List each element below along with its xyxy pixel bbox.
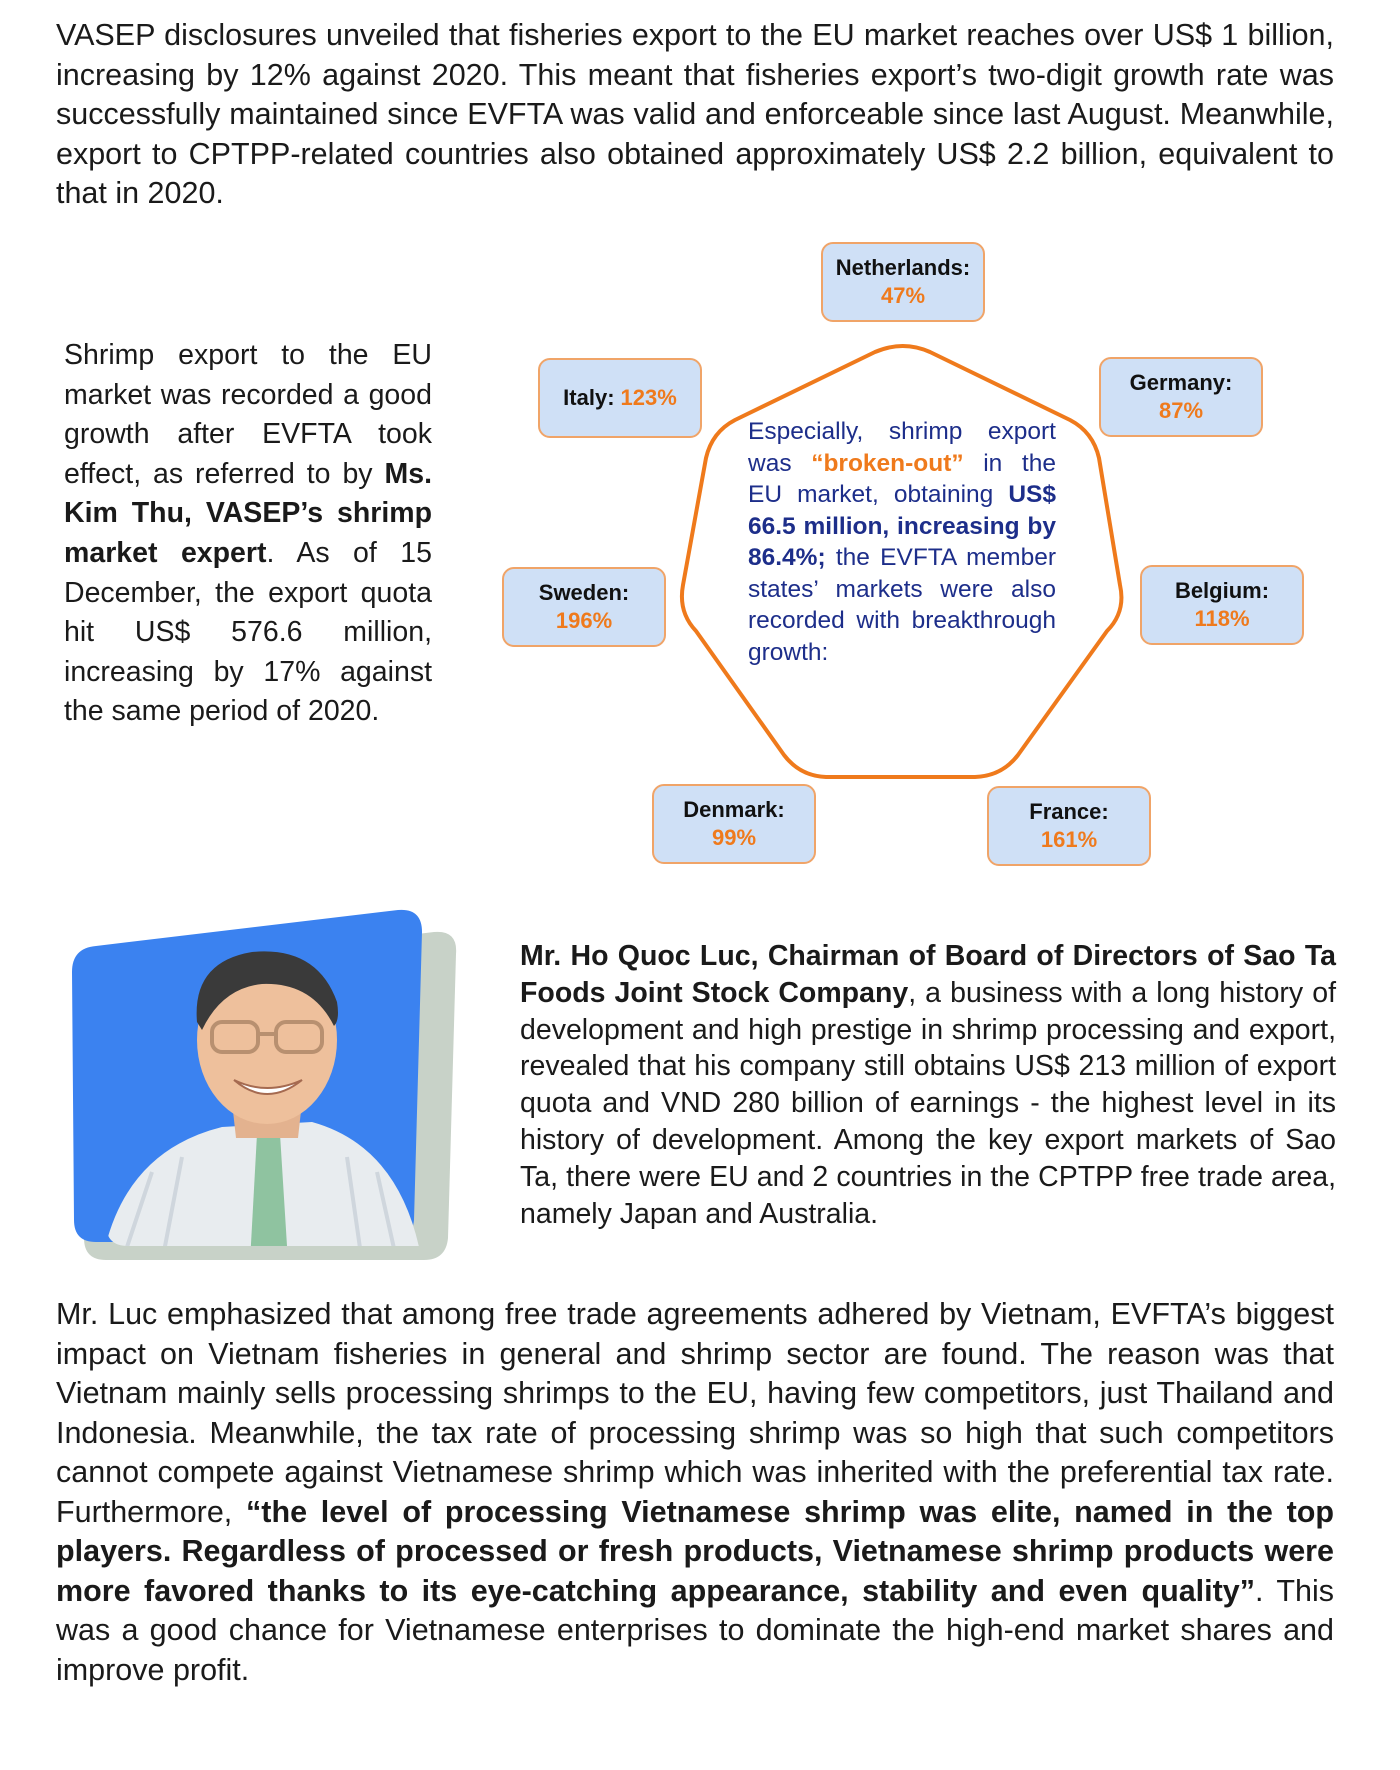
country-name: Belgium:	[1174, 578, 1270, 603]
portrait-illustration	[62, 902, 472, 1262]
center-text-part2: in the EU market, obtaining	[748, 449, 1056, 508]
chairman-text: , a business with a long history of development and high prestige in shrimp processing and export, revealed that his company still obtains US$ 213 million of export quota and VND 280 billion of earnings - the highest level in its history of development. Among the key export markets of Sao Ta, there were EU and 2 countries in the CPTPP free trade area, namely Japan and Australia.	[520, 976, 1336, 1230]
country-name: Denmark:	[683, 797, 785, 822]
chairman-paragraph	[520, 938, 1336, 1232]
country-growth: 99%	[711, 825, 757, 850]
diagram-center-text	[748, 416, 1056, 668]
shrimp-export-paragraph	[64, 336, 432, 732]
country-name: France:	[1029, 799, 1109, 824]
country-box-sweden	[502, 567, 666, 647]
country-name: Germany:	[1129, 370, 1233, 395]
portrait-photo	[62, 902, 472, 1262]
country-growth: 161%	[1040, 827, 1098, 852]
chairman-name: Mr. Ho Quoc Luc, Chairman of Board of Directors of Sao Ta Foods Joint Stock Company	[520, 940, 1336, 1009]
country-box-netherlands	[821, 242, 985, 322]
closing-quote: “the level of processing Vietnamese shrimp was elite, named in the top players. Regardless of processed or fresh products, Vietnamese shrimp products were more favored thanks to its eye-catching appearance, stability and even quality”	[56, 1494, 1334, 1608]
country-box-belgium	[1140, 565, 1304, 645]
intro-paragraph: VASEP disclosures unveiled that fisheries export to the EU market reaches over US$ 1 billion, increasing by 12% against 2020. This meant that fisheries export’s two-digit growth rate was successfully maintained since EVFTA was valid and enforceable since last August. Meanwhile, export to CPTPP-related countries also obtained approximately US$ 2.2 billion, equivalent to that in 2020.	[56, 18, 1334, 210]
country-box-france	[987, 786, 1151, 866]
center-text-part1: Especially, shrimp export was	[748, 418, 1056, 477]
shrimp-export-text-rest: . As of 15 December, the export quota hit US$ 576.6 million, increasing by 17% against the same period of 2020.	[64, 536, 432, 728]
center-text-figures: US$ 66.5 million, increasing by 86.4%;	[748, 481, 1056, 571]
country-growth: 123%	[620, 385, 677, 410]
country-name: Netherlands:	[835, 255, 971, 280]
country-growth: 87%	[1158, 398, 1204, 423]
country-growth: 118%	[1194, 606, 1250, 631]
closing-text-rest: . This was a good chance for Vietnamese enterprises to dominate the high-end market shares and improve profit.	[56, 1573, 1334, 1687]
closing-paragraph	[56, 1295, 1334, 1690]
shrimp-export-text: Shrimp export to the EU market was recorded a good growth after EVFTA took effect, as referred to by	[64, 339, 432, 490]
country-growth: 196%	[555, 608, 613, 633]
country-box-germany	[1099, 357, 1263, 437]
country-name: Italy:	[563, 385, 615, 410]
center-text-part3: the EVFTA member states’ markets were also recorded with breakthrough growth:	[748, 544, 1056, 666]
closing-text: Mr. Luc emphasized that among free trade agreements adhered by Vietnam, EVFTA’s biggest impact on Vietnam fisheries in general and shrimp sector are found. The reason was that Vietnam mainly sells processing shrimps to the EU, having few competitors, just Thailand and Indonesia. Meanwhile, the tax rate of processing shrimp was so high that such competitors cannot compete against Vietnamese shrimp which was inherited with the preferential tax rate. Furthermore,	[56, 1297, 1334, 1529]
country-box-denmark	[652, 784, 816, 864]
broken-out-highlight: “broken-out”	[811, 449, 964, 477]
country-growth: 47%	[880, 283, 926, 308]
country-name: Sweden:	[538, 580, 630, 605]
country-box-italy	[538, 358, 702, 438]
expert-name: Ms. Kim Thu, VASEP’s shrimp market expert	[64, 457, 432, 569]
